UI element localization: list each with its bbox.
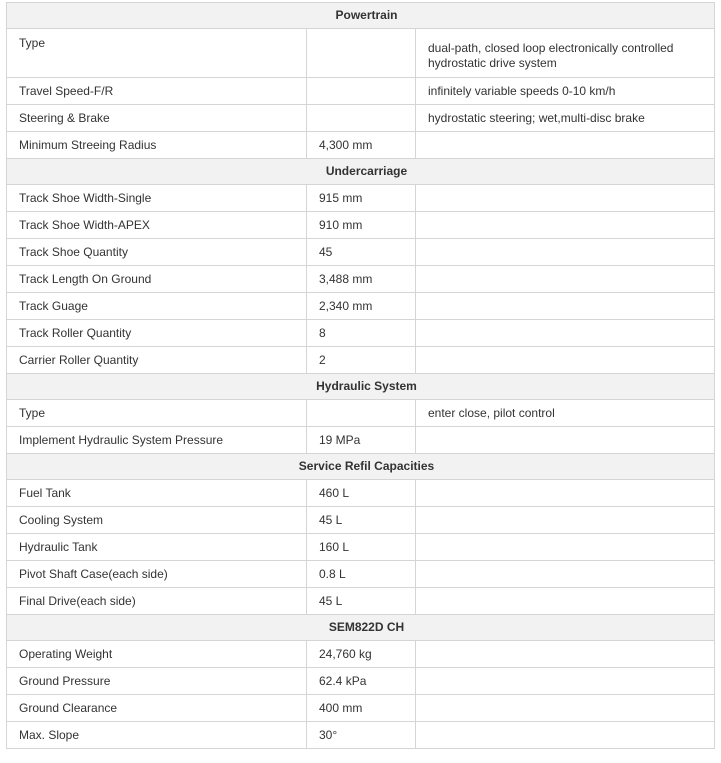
spec-value: hydrostatic steering; wet,multi-disc brake [416, 105, 715, 132]
spec-label: Max. Slope [7, 722, 307, 749]
spec-label: Track Shoe Width-Single [7, 185, 307, 212]
spec-extra-empty [416, 239, 715, 266]
spec-extra-empty [416, 266, 715, 293]
spec-label: Travel Speed-F/R [7, 78, 307, 105]
table-row [7, 105, 715, 132]
spec-value-empty [307, 105, 416, 132]
spec-value: 0.8 L [307, 561, 416, 588]
spec-value: 910 mm [307, 212, 416, 239]
spec-value: 160 L [307, 534, 416, 561]
table-row [7, 534, 715, 561]
spec-extra-empty [416, 347, 715, 374]
spec-extra-empty [416, 212, 715, 239]
spec-table [6, 2, 715, 749]
spec-extra-empty [416, 320, 715, 347]
spec-label: Type [7, 400, 307, 427]
spec-value: 45 L [307, 507, 416, 534]
table-row [7, 588, 715, 615]
spec-extra-empty [416, 641, 715, 668]
section-header-undercarriage [7, 159, 715, 185]
section-title: SEM822D CH [7, 615, 715, 641]
table-row [7, 400, 715, 427]
section-title: Service Refil Capacities [7, 454, 715, 480]
spec-value: 460 L [307, 480, 416, 507]
table-row [7, 480, 715, 507]
spec-value-empty [307, 78, 416, 105]
table-row [7, 78, 715, 105]
spec-label: Cooling System [7, 507, 307, 534]
table-row [7, 561, 715, 588]
spec-extra-empty [416, 534, 715, 561]
spec-value: 400 mm [307, 695, 416, 722]
spec-label: Operating Weight [7, 641, 307, 668]
spec-value: dual-path, closed loop electronically controlled hydrostatic drive system [416, 29, 715, 78]
spec-extra-empty [416, 588, 715, 615]
spec-extra-empty [416, 695, 715, 722]
spec-extra-empty [416, 668, 715, 695]
spec-value-empty [307, 400, 416, 427]
spec-extra-empty [416, 185, 715, 212]
section-title: Undercarriage [7, 159, 715, 185]
spec-label: Pivot Shaft Case(each side) [7, 561, 307, 588]
spec-value-empty [307, 29, 416, 78]
section-header-powertrain [7, 3, 715, 29]
section-title: Hydraulic System [7, 374, 715, 400]
table-row [7, 185, 715, 212]
spec-value: 2,340 mm [307, 293, 416, 320]
table-row [7, 641, 715, 668]
table-row [7, 320, 715, 347]
table-row [7, 239, 715, 266]
section-title: Powertrain [7, 3, 715, 29]
spec-value: 19 MPa [307, 427, 416, 454]
section-header-hydraulic [7, 374, 715, 400]
spec-label: Track Shoe Width-APEX [7, 212, 307, 239]
spec-label: Minimum Streeing Radius [7, 132, 307, 159]
table-row [7, 668, 715, 695]
spec-extra-empty [416, 427, 715, 454]
spec-label: Track Guage [7, 293, 307, 320]
table-row [7, 132, 715, 159]
spec-value: 915 mm [307, 185, 416, 212]
spec-label: Ground Clearance [7, 695, 307, 722]
spec-label: Implement Hydraulic System Pressure [7, 427, 307, 454]
spec-label: Track Shoe Quantity [7, 239, 307, 266]
spec-extra-empty [416, 561, 715, 588]
spec-extra-empty [416, 722, 715, 749]
spec-label: Carrier Roller Quantity [7, 347, 307, 374]
spec-value: 45 L [307, 588, 416, 615]
table-row [7, 427, 715, 454]
table-row [7, 212, 715, 239]
spec-value: 4,300 mm [307, 132, 416, 159]
spec-value: 24,760 kg [307, 641, 416, 668]
table-row [7, 266, 715, 293]
spec-extra-empty [416, 132, 715, 159]
spec-extra-empty [416, 480, 715, 507]
spec-value: 3,488 mm [307, 266, 416, 293]
spec-value: 45 [307, 239, 416, 266]
spec-label: Track Roller Quantity [7, 320, 307, 347]
spec-extra-empty [416, 293, 715, 320]
table-row [7, 722, 715, 749]
table-row [7, 507, 715, 534]
spec-value: 8 [307, 320, 416, 347]
spec-label: Fuel Tank [7, 480, 307, 507]
spec-label: Hydraulic Tank [7, 534, 307, 561]
section-header-model [7, 615, 715, 641]
spec-value: enter close, pilot control [416, 400, 715, 427]
table-row [7, 29, 715, 78]
spec-label: Track Length On Ground [7, 266, 307, 293]
spec-label: Steering & Brake [7, 105, 307, 132]
section-header-capacities [7, 454, 715, 480]
spec-label: Final Drive(each side) [7, 588, 307, 615]
spec-value: 2 [307, 347, 416, 374]
spec-value: 62.4 kPa [307, 668, 416, 695]
spec-label: Type [7, 29, 307, 78]
table-row [7, 347, 715, 374]
spec-extra-empty [416, 507, 715, 534]
spec-value: infinitely variable speeds 0-10 km/h [416, 78, 715, 105]
spec-value: 30° [307, 722, 416, 749]
table-row [7, 293, 715, 320]
spec-label: Ground Pressure [7, 668, 307, 695]
table-row [7, 695, 715, 722]
